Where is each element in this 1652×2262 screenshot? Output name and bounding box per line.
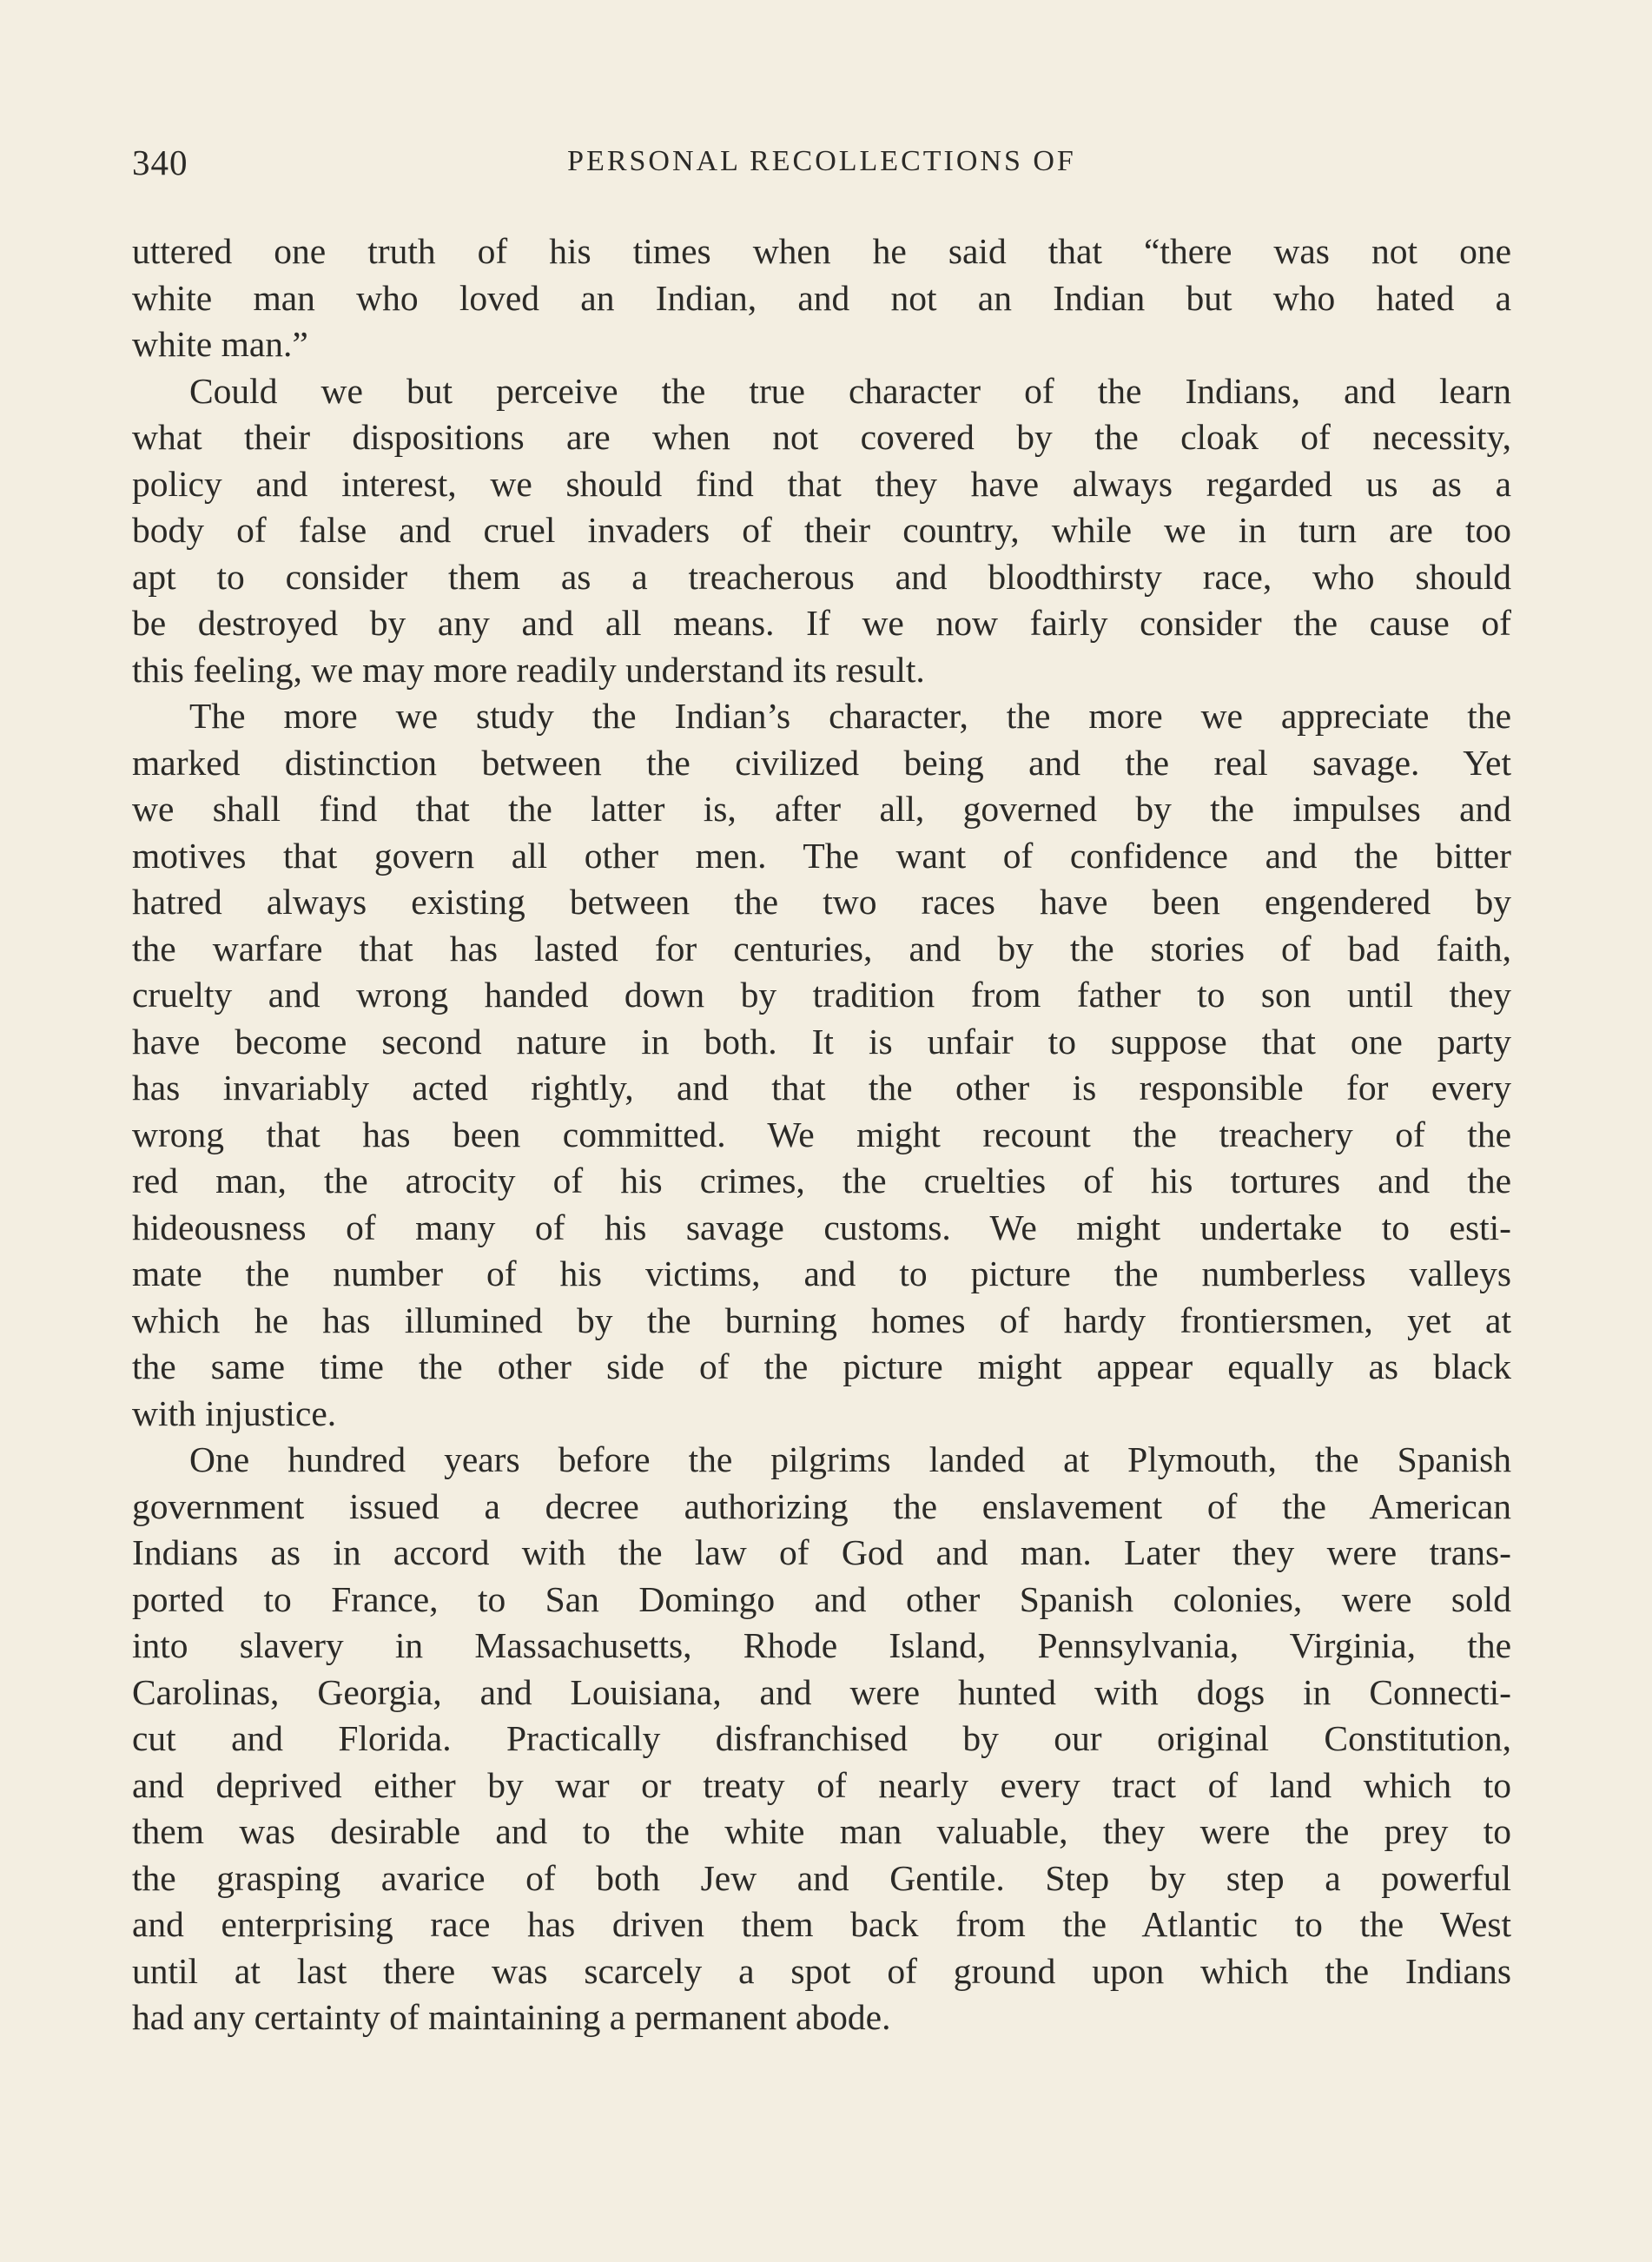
text-line: the grasping avarice of both Jew and Gentile. Step by step a powerful (132, 1857, 1511, 1898)
text-line: ported to France, to San Domingo and other Spanish colonies, were sold (132, 1578, 1511, 1619)
text-line: have become second nature in both. It is unfair to suppose that one party (132, 1021, 1511, 1062)
text-line: cut and Florida. Practically disfranchised by our original Constitution, (132, 1718, 1511, 1758)
text-line: Indians as in accord with the law of God and man. Later they were trans- (132, 1532, 1511, 1572)
text-line: motives that govern all other men. The want of confidence and the bitter (132, 835, 1511, 876)
text-line: be destroyed by any and all means. If we now fairly consider the cause of (132, 603, 1511, 643)
text-line: had any certainty of maintaining a permanent abode. (132, 1997, 891, 2037)
text-line: Carolinas, Georgia, and Louisiana, and were hunted with dogs in Connecti- (132, 1671, 1511, 1712)
text-line: One hundred years before the pilgrims landed at Plymouth, the Spanish (189, 1439, 1511, 1479)
text-line: government issued a decree authorizing the enslavement of the American (132, 1485, 1511, 1526)
text-line: policy and interest, we should find that they have always regarded us as a (132, 463, 1511, 504)
page-header (132, 142, 1511, 194)
text-line: Could we but perceive the true character of the Indians, and learn (189, 370, 1511, 411)
text-line: white man.” (132, 324, 308, 364)
text-line: them was desirable and to the white man valuable, they were the prey to (132, 1811, 1511, 1851)
text-line: hatred always existing between the two races have been engendered by (132, 882, 1511, 922)
text-line: uttered one truth of his times when he said that “there was not one (132, 231, 1511, 271)
text-line: cruelty and wrong handed down by tradition from father to son until they (132, 975, 1511, 1015)
text-line: the warfare that has lasted for centuries, and by the stories of bad faith, (132, 928, 1511, 969)
text-line: we shall find that the latter is, after all, governed by the impulses and (132, 789, 1511, 829)
text-line: body of false and cruel invaders of their country, while we in turn are too (132, 510, 1511, 550)
text-line: wrong that has been committed. We might recount the treachery of the (132, 1114, 1511, 1154)
text-line: into slavery in Massachusetts, Rhode Island, Pennsylvania, Virginia, the (132, 1625, 1511, 1665)
text-line: with injustice. (132, 1392, 337, 1433)
text-line: the same time the other side of the picture might appear equally as black (132, 1346, 1511, 1386)
text-line: what their dispositions are when not covered by the cloak of necessity, (132, 417, 1511, 457)
text-line: and deprived either by war or treaty of nearly every tract of land which to (132, 1764, 1511, 1805)
text-line: The more we study the Indian’s character, the more we appreciate the (189, 696, 1511, 736)
text-line: this feeling, we may more readily understand its result. (132, 649, 925, 690)
page-number: 340 (132, 142, 188, 182)
text-line: which he has illumined by the burning homes of hardy frontiersmen, yet at (132, 1300, 1511, 1340)
text-line: hideousness of many of his savage customs. We might undertake to esti- (132, 1207, 1511, 1247)
text-line: and enterprising race has driven them back from the Atlantic to the West (132, 1904, 1511, 1944)
text-line: red man, the atrocity of his crimes, the cruelties of his tortures and the (132, 1161, 1511, 1200)
text-line: white man who loved an Indian, and not an Indian but who hated a (132, 277, 1511, 318)
text-line: mate the number of his victims, and to picture the numberless valleys (132, 1253, 1511, 1293)
text-line: marked distinction between the civilized being and the real savage. Yet (132, 742, 1511, 783)
text-line: has invariably acted rightly, and that the other is responsible for every (132, 1068, 1511, 1108)
text-line: apt to consider them as a treacherous and bloodthirsty race, who should (132, 556, 1511, 597)
running-head: PERSONAL RECOLLECTIONS OF (567, 145, 1076, 177)
body-text (132, 228, 1511, 2041)
text-line: until at last there was scarcely a spot of ground upon which the Indians (132, 1950, 1511, 1991)
